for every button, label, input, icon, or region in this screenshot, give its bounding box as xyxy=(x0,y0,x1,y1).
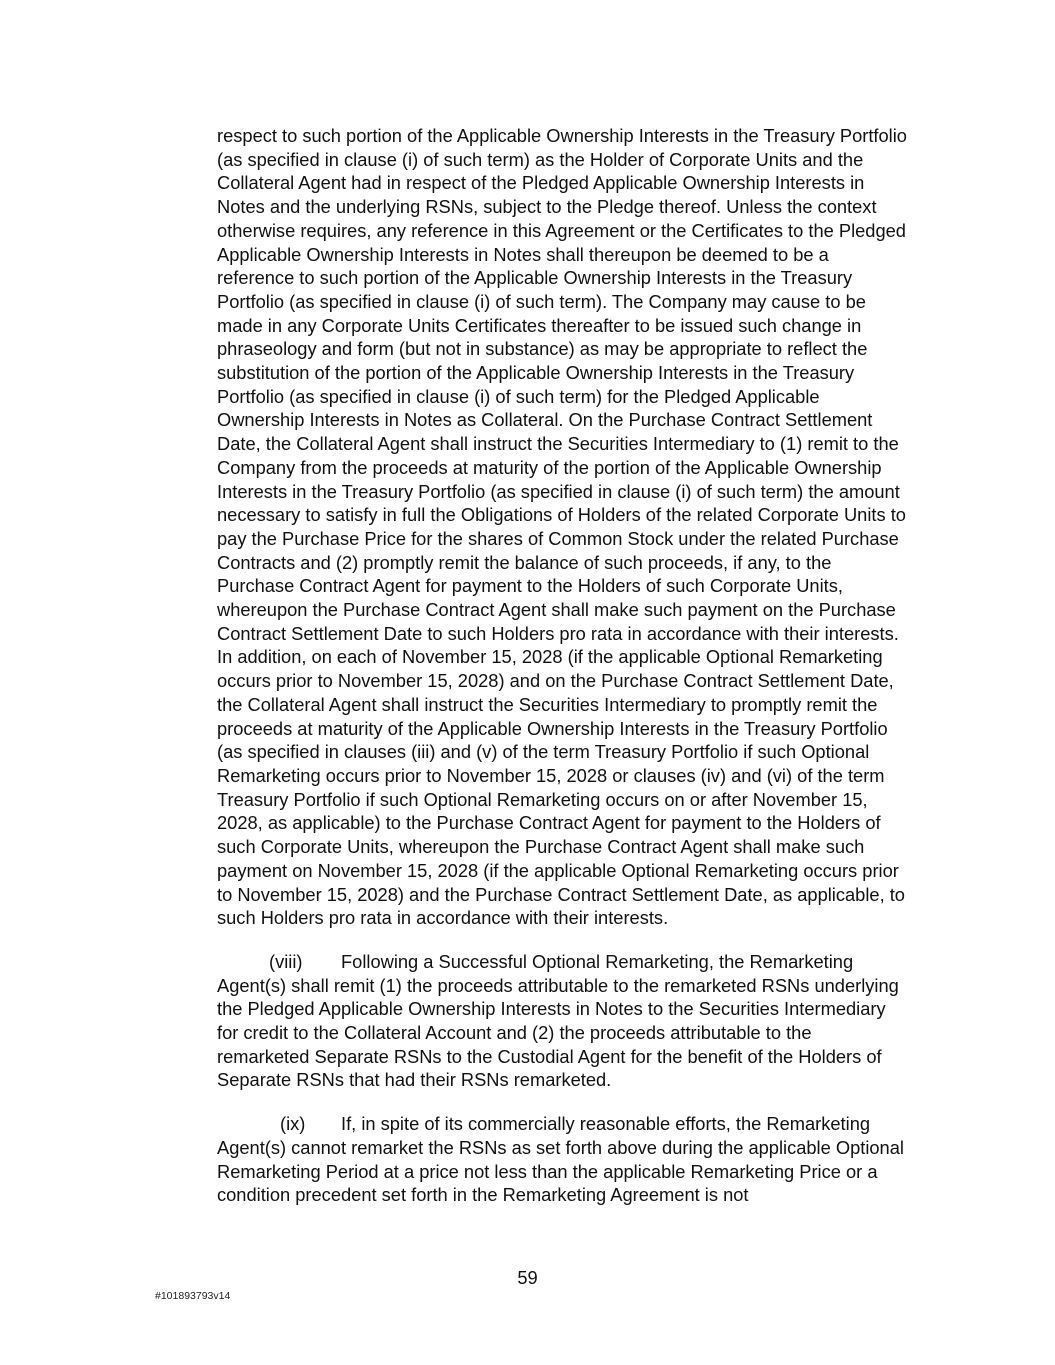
paragraph-viii xyxy=(217,950,907,1092)
paragraph-number: (viii) xyxy=(269,950,303,972)
document-id: #101893793v14 xyxy=(155,1290,231,1302)
page-number: 59 xyxy=(517,1267,538,1288)
paragraph-text: Following a Successful Optional Remarketing, the Remarketing Agent(s) shall remit (1) the proceeds attributable to the remarketed RSNs underlying the Pledged Applicable Ownership Interests in Notes to the Securities Intermediary for credit to the Collateral Account and (2) the proceeds attributable to the remarketed Separate RSNs to the Custodial Agent for the benefit of the Holders of Separate RSNs that had their RSNs remarketed. xyxy=(217,950,899,1091)
paragraph-text: If, in spite of its commercially reasonable efforts, the Remarketing Agent(s) cannot remarket the RSNs as set forth above during the applicable Optional Remarketing Period at a price not less than the applicable Remarketing Price or a condition precedent set forth in the Remarketing Agreement is not xyxy=(217,1113,904,1206)
body-text xyxy=(217,124,907,1207)
paragraph-ix xyxy=(217,1112,907,1207)
paragraph-number: (ix) xyxy=(280,1113,306,1135)
paragraph-continuation xyxy=(217,124,907,930)
paragraph-text: respect to such portion of the Applicable Ownership Interests in the Treasury Portfolio (as specified in clause (i) of such term) as the Holder of Corporate Units and the Collateral Agent had in respect of the Pledged Applicable Ownership Interests in Notes and the underlying RSNs, subject to the Pledge thereof. Unless the context otherwise requires, any reference in this Agreement or the Certificates to the Pledged Applicable Ownership Interests in Notes shall thereupon be deemed to be a reference to such portion of the Applicable Ownership Interests in the Treasury Portfolio (as specified in clause (i) of such term). The Company may cause to be made in any Corporate Units Certificates thereafter to be issued such change in phraseology and form (but not in substance) as may be appropriate to reflect the substitution of the portion of the Applicable Ownership Interests in the Treasury Portfolio (as specified in clause (i) of such term) for the Pledged Applicable Ownership Interests in Notes as Collateral. On the Purchase Contract Settlement Date, the Collateral Agent shall instruct the Securities Intermediary to (1) remit to the Company from the proceeds at maturity of the portion of the Applicable Ownership Interests in the Treasury Portfolio (as specified in clause (i) of such term) the amount necessary to satisfy in full the Obligations of Holders of the related Corporate Units to pay the Purchase Price for the shares of Common Stock under the related Purchase Contracts and (2) promptly remit the balance of such proceeds, if any, to the Purchase Contract Agent for payment to the Holders of such Corporate Units, whereupon the Purchase Contract Agent shall make such payment on the Purchase Contract Settlement Date to such Holders pro rata in accordance with their interests. In addition, on each of November 15, 2028 (if the applicable Optional Remarketing occurs prior to November 15, 2028) and on the Purchase Contract Settlement Date, the Collateral Agent shall instruct the Securities Intermediary to promptly remit the proceeds at maturity of the Applicable Ownership Interests in the Treasury Portfolio (as specified in clauses (iii) and (v) of the term Treasury Portfolio if such Optional Remarketing occurs prior to November 15, 2028 or clauses (iv) and (vi) of the term Treasury Portfolio if such Optional Remarketing occurs on or after November 15, 2028, as applicable) to the Purchase Contract Agent for payment to the Holders of such Corporate Units, whereupon the Purchase Contract Agent shall make such payment on November 15, 2028 (if the applicable Optional Remarketing occurs prior to November 15, 2028) and the Purchase Contract Settlement Date, as applicable, to such Holders pro rata in accordance with their interests. xyxy=(217,125,907,929)
